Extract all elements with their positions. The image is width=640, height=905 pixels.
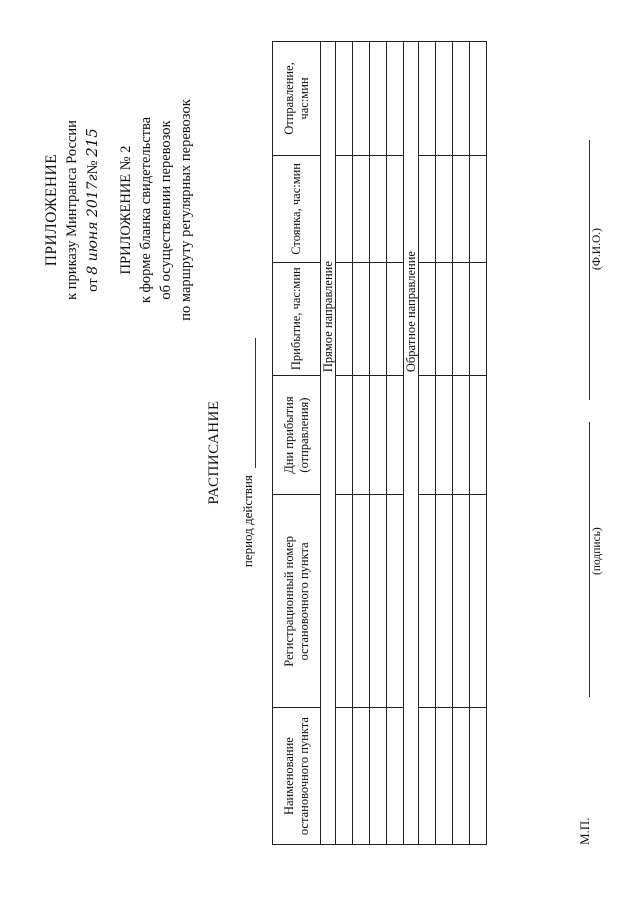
name-caption: (Ф.И.О.)	[591, 228, 603, 270]
period-line	[240, 0, 256, 905]
table-row	[370, 42, 387, 845]
direction-row-forward	[321, 42, 336, 845]
appendix-2-title: ПРИЛОЖЕНИЕ № 2	[118, 145, 134, 275]
header-arrival: Прибытие, час:мин	[273, 262, 321, 375]
table-row	[387, 42, 404, 845]
table-row	[436, 42, 453, 845]
order-reference: к приказу Минтранса России	[64, 120, 80, 300]
table-row	[419, 42, 436, 845]
reverse-direction-label: Обратное направление	[404, 251, 418, 373]
table-row	[353, 42, 370, 845]
appendix-line-1: к форме бланка свидетельства	[138, 116, 154, 304]
seal-label: М.П.	[577, 817, 592, 845]
header-departure: Отправление, час:мин	[273, 42, 321, 156]
appendix-title: ПРИЛОЖЕНИЕ	[43, 153, 60, 267]
header-registration-number: Регистрационный номер остановочного пункта	[273, 495, 321, 708]
handwritten-number: 215	[83, 128, 101, 157]
handwritten-date: 8 июня 2017г	[85, 174, 101, 275]
header-days: Дни прибытия (отправления)	[273, 375, 321, 495]
schedule-title: РАСПИСАНИЕ	[206, 400, 222, 505]
forward-direction-label: Прямое направление	[321, 261, 335, 373]
period-label: период действия	[240, 475, 255, 568]
appendix-header	[42, 60, 196, 360]
direction-row-reverse	[404, 42, 419, 845]
number-sign: №	[85, 160, 101, 175]
appendix-line-3: по маршруту регулярных перевозок	[178, 99, 194, 321]
signature-block	[575, 40, 615, 845]
signature-caption: (подпись)	[591, 527, 603, 575]
period-blank-field[interactable]	[243, 338, 256, 468]
signature-line[interactable]	[589, 422, 590, 697]
header-stop-time: Стоянка, час:мин	[273, 155, 321, 262]
header-stop-name: Наименование остановочного пункта	[273, 708, 321, 845]
table-row	[336, 42, 353, 845]
table-row	[470, 42, 487, 845]
appendix-line-2: об осуществлении перевозок	[158, 120, 174, 300]
name-line[interactable]	[589, 140, 590, 400]
order-date-line	[82, 60, 103, 360]
table-header-row	[273, 42, 321, 845]
schedule-table	[272, 41, 487, 845]
from-label: от	[85, 278, 101, 292]
table-row	[453, 42, 470, 845]
